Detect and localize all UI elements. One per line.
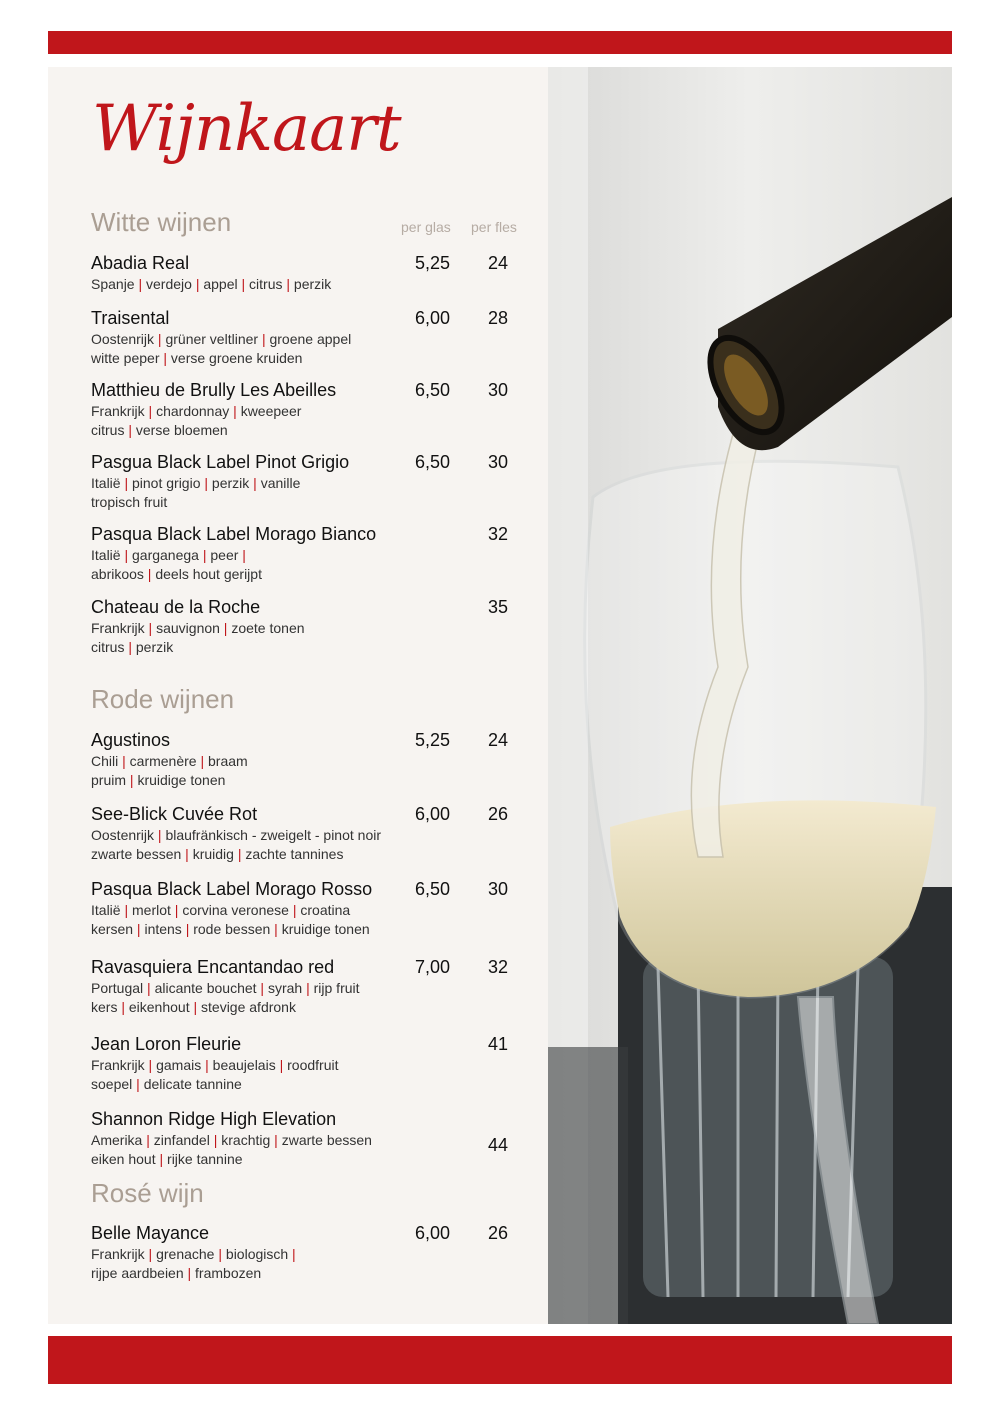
separator: | bbox=[183, 1265, 196, 1281]
separator: | bbox=[181, 846, 193, 862]
separator: | bbox=[154, 827, 166, 843]
wine-description bbox=[91, 979, 531, 997]
wine-item bbox=[91, 307, 531, 367]
wine-name: Agustinos bbox=[91, 730, 171, 750]
wine-description bbox=[91, 546, 531, 564]
wine-note: Oostenrijk bbox=[91, 827, 155, 843]
separator: | bbox=[270, 921, 282, 937]
wine-glass-illustration bbox=[548, 67, 952, 1324]
price-per-glass: 6,50 bbox=[414, 879, 450, 899]
separator: | bbox=[189, 999, 202, 1015]
column-header-glass: per glas bbox=[401, 219, 451, 235]
wine-note: perzik bbox=[135, 639, 174, 655]
separator: | bbox=[288, 1246, 296, 1262]
wine-description bbox=[91, 349, 531, 367]
separator: | bbox=[201, 1057, 213, 1073]
wine-description bbox=[91, 421, 531, 439]
wine-name: Pasqua Black Label Morago Rosso bbox=[91, 879, 373, 899]
wine-note: rijpe aardbeien bbox=[91, 1265, 184, 1281]
price-per-glass: 6,00 bbox=[414, 1223, 450, 1243]
wine-item bbox=[91, 1108, 531, 1168]
wine-note: deels hout gerijpt bbox=[155, 566, 262, 582]
wine-item bbox=[91, 1033, 531, 1093]
wine-note: kersen bbox=[91, 921, 134, 937]
wine-name: Chateau de la Roche bbox=[91, 597, 261, 617]
separator: | bbox=[144, 1246, 157, 1262]
wine-note: chardonnay bbox=[156, 403, 230, 419]
price-per-glass: 6,50 bbox=[414, 380, 450, 400]
wine-note: kruidig bbox=[192, 846, 234, 862]
section-title-rose: Rosé wijn bbox=[91, 1178, 204, 1208]
separator: | bbox=[144, 1057, 157, 1073]
separator: | bbox=[143, 566, 156, 582]
wine-item bbox=[91, 451, 531, 511]
wine-note: eiken hout bbox=[91, 1151, 156, 1167]
separator: | bbox=[144, 403, 157, 419]
separator: | bbox=[118, 753, 130, 769]
wine-note: krachtig bbox=[221, 1132, 271, 1148]
separator: | bbox=[238, 547, 246, 563]
wine-item bbox=[91, 729, 531, 789]
column-header-bottle: per fles bbox=[471, 219, 517, 235]
price-per-bottle: 26 bbox=[487, 1223, 508, 1243]
wine-note: syrah bbox=[267, 980, 303, 996]
separator: | bbox=[196, 753, 208, 769]
wine-description bbox=[91, 1056, 531, 1074]
wine-name: Traisental bbox=[91, 308, 170, 328]
price-per-bottle: 44 bbox=[487, 1135, 508, 1155]
wine-note: tropisch fruit bbox=[91, 494, 168, 510]
wine-note: kweepeer bbox=[240, 403, 302, 419]
separator: | bbox=[181, 921, 194, 937]
separator: | bbox=[120, 902, 132, 918]
wine-note: Portugal bbox=[91, 980, 144, 996]
wine-pour-photo bbox=[548, 67, 952, 1324]
wine-item bbox=[91, 803, 531, 863]
price-per-glass: 6,00 bbox=[414, 308, 450, 328]
price-per-bottle: 28 bbox=[487, 308, 508, 328]
wine-note: Frankrijk bbox=[91, 1246, 145, 1262]
separator: | bbox=[170, 902, 183, 918]
separator: | bbox=[134, 276, 147, 292]
price-per-bottle: 35 bbox=[487, 597, 508, 617]
wine-note: Oostenrijk bbox=[91, 331, 155, 347]
wine-note: groene appel bbox=[269, 331, 352, 347]
bottom-red-bar bbox=[48, 1336, 952, 1384]
wine-note: beaujelais bbox=[212, 1057, 276, 1073]
wine-description bbox=[91, 330, 531, 348]
wine-description bbox=[91, 402, 531, 420]
separator: | bbox=[233, 846, 246, 862]
wine-note: Italië bbox=[91, 475, 121, 491]
wine-description bbox=[91, 1131, 531, 1149]
wine-item bbox=[91, 596, 531, 656]
separator: | bbox=[117, 999, 129, 1015]
wine-note: Italië bbox=[91, 547, 121, 563]
wine-note: kruidige tonen bbox=[137, 772, 226, 788]
wine-note: zoete tonen bbox=[231, 620, 305, 636]
separator: | bbox=[288, 902, 301, 918]
wine-note: zachte tannines bbox=[245, 846, 344, 862]
wine-item bbox=[91, 878, 531, 938]
separator: | bbox=[209, 1132, 222, 1148]
wine-note: garganega bbox=[132, 547, 199, 563]
separator: | bbox=[154, 331, 166, 347]
price-per-bottle: 24 bbox=[487, 730, 508, 750]
wine-note: verse groene kruiden bbox=[170, 350, 303, 366]
price-per-glass: 5,25 bbox=[414, 730, 450, 750]
separator: | bbox=[124, 422, 136, 438]
wine-description bbox=[91, 845, 531, 863]
wine-item bbox=[91, 956, 531, 1016]
wine-description bbox=[91, 920, 531, 938]
wine-name: See-Blick Cuvée Rot bbox=[91, 804, 258, 824]
separator: | bbox=[198, 547, 211, 563]
separator: | bbox=[214, 1246, 226, 1262]
separator: | bbox=[143, 980, 155, 996]
wine-item bbox=[91, 1222, 531, 1282]
wine-note: grenache bbox=[156, 1246, 215, 1262]
wine-description bbox=[91, 638, 531, 656]
wine-note: roodfruit bbox=[287, 1057, 339, 1073]
price-per-glass: 6,00 bbox=[414, 804, 450, 824]
wine-note: verse bloemen bbox=[135, 422, 228, 438]
wine-note: perzik bbox=[293, 276, 332, 292]
wine-note: grüner veltliner bbox=[165, 331, 259, 347]
separator: | bbox=[275, 1057, 288, 1073]
wine-note: zwarte bessen bbox=[91, 846, 182, 862]
wine-item bbox=[91, 379, 531, 439]
wine-note: rode bessen bbox=[193, 921, 271, 937]
price-per-glass: 5,25 bbox=[414, 253, 450, 273]
wine-note: sauvignon bbox=[156, 620, 220, 636]
separator: | bbox=[191, 276, 204, 292]
wine-description bbox=[91, 826, 531, 844]
wine-note: carmenère bbox=[129, 753, 197, 769]
price-per-bottle: 26 bbox=[487, 804, 508, 824]
wine-note: citrus bbox=[91, 639, 125, 655]
wine-note: pruim bbox=[91, 772, 127, 788]
separator: | bbox=[155, 1151, 168, 1167]
wine-item bbox=[91, 523, 531, 583]
wine-note: perzik bbox=[211, 475, 250, 491]
wine-note: citrus bbox=[91, 422, 125, 438]
price-per-bottle: 30 bbox=[487, 879, 508, 899]
separator: | bbox=[120, 547, 132, 563]
wine-note: merlot bbox=[132, 902, 171, 918]
separator: | bbox=[200, 475, 212, 491]
separator: | bbox=[270, 1132, 282, 1148]
wine-note: stevige afdronk bbox=[201, 999, 296, 1015]
price-per-bottle: 32 bbox=[487, 524, 508, 544]
separator: | bbox=[132, 1076, 144, 1092]
wine-name: Pasgua Black Label Pinot Grigio bbox=[91, 452, 350, 472]
wine-note: peer bbox=[210, 547, 239, 563]
separator: | bbox=[282, 276, 294, 292]
wine-description bbox=[91, 1264, 531, 1282]
wine-name: Matthieu de Brully Les Abeilles bbox=[91, 380, 337, 400]
section-title-red: Rode wijnen bbox=[91, 684, 235, 714]
separator: | bbox=[256, 980, 268, 996]
wine-description bbox=[91, 619, 531, 637]
price-per-bottle: 24 bbox=[487, 253, 508, 273]
separator: | bbox=[133, 921, 145, 937]
price-per-glass: 7,00 bbox=[414, 957, 450, 977]
separator: | bbox=[237, 276, 250, 292]
separator: | bbox=[124, 639, 136, 655]
wine-name: Ravasquiera Encantandao red bbox=[91, 957, 335, 977]
price-per-bottle: 30 bbox=[487, 380, 508, 400]
wine-description bbox=[91, 1245, 531, 1263]
wine-note: pinot grigio bbox=[132, 475, 201, 491]
wine-note: Amerika bbox=[91, 1132, 143, 1148]
separator: | bbox=[219, 620, 232, 636]
wine-note: alicante bouchet bbox=[154, 980, 257, 996]
wine-note: kruidige tonen bbox=[281, 921, 370, 937]
wine-note: verdejo bbox=[146, 276, 192, 292]
wine-description bbox=[91, 752, 531, 770]
section-title-white: Witte wijnen bbox=[91, 207, 232, 237]
price-per-bottle: 30 bbox=[487, 452, 508, 472]
wine-name: Shannon Ridge High Elevation bbox=[91, 1109, 337, 1129]
wine-description bbox=[91, 1150, 531, 1168]
wine-note: blaufränkisch - zweigelt - pinot noir bbox=[165, 827, 381, 843]
separator: | bbox=[120, 475, 132, 491]
separator: | bbox=[229, 403, 241, 419]
separator: | bbox=[126, 772, 138, 788]
wine-note: zinfandel bbox=[153, 1132, 210, 1148]
wine-description bbox=[91, 493, 531, 511]
wine-description bbox=[91, 565, 531, 583]
wine-note: delicate tannine bbox=[143, 1076, 242, 1092]
wine-description bbox=[91, 771, 531, 789]
separator: | bbox=[144, 620, 157, 636]
separator: | bbox=[142, 1132, 154, 1148]
wine-note: soepel bbox=[91, 1076, 133, 1092]
top-red-bar bbox=[48, 31, 952, 54]
wine-note: Spanje bbox=[91, 276, 135, 292]
wine-note: corvina veronese bbox=[182, 902, 289, 918]
separator: | bbox=[258, 331, 270, 347]
wine-name: Jean Loron Fleurie bbox=[91, 1034, 242, 1054]
wine-note: citrus bbox=[249, 276, 283, 292]
separator: | bbox=[302, 980, 314, 996]
wine-note: biologisch bbox=[225, 1246, 289, 1262]
wine-name: Belle Mayance bbox=[91, 1223, 210, 1243]
separator: | bbox=[159, 350, 171, 366]
wine-note: Frankrijk bbox=[91, 1057, 145, 1073]
wine-note: kers bbox=[91, 999, 118, 1015]
wine-description bbox=[91, 275, 531, 293]
wine-note: Chili bbox=[91, 753, 119, 769]
wine-note: frambozen bbox=[195, 1265, 262, 1281]
wine-note: vanille bbox=[260, 475, 301, 491]
wine-name: Abadia Real bbox=[91, 253, 190, 273]
wine-note: braam bbox=[208, 753, 248, 769]
wine-note: zwarte bessen bbox=[281, 1132, 372, 1148]
wine-description bbox=[91, 474, 531, 492]
wine-note: gamais bbox=[156, 1057, 202, 1073]
price-per-glass: 6,50 bbox=[414, 452, 450, 472]
wine-description bbox=[91, 901, 531, 919]
wine-note: witte peper bbox=[91, 350, 160, 366]
wine-description bbox=[91, 1075, 531, 1093]
wine-note: appel bbox=[203, 276, 238, 292]
wine-note: rijp fruit bbox=[313, 980, 360, 996]
wine-note: intens bbox=[144, 921, 182, 937]
wine-note: Frankrijk bbox=[91, 620, 145, 636]
wine-note: Italië bbox=[91, 902, 121, 918]
wine-note: eikenhout bbox=[128, 999, 190, 1015]
wine-name: Pasqua Black Label Morago Bianco bbox=[91, 524, 377, 544]
wine-note: Frankrijk bbox=[91, 403, 145, 419]
wine-item bbox=[91, 252, 531, 293]
wine-description bbox=[91, 998, 531, 1016]
price-per-bottle: 32 bbox=[487, 957, 508, 977]
separator: | bbox=[249, 475, 261, 491]
menu-title: Wijnkaart bbox=[92, 92, 401, 166]
wine-note: croatina bbox=[300, 902, 351, 918]
wine-note: abrikoos bbox=[91, 566, 144, 582]
price-per-bottle: 41 bbox=[487, 1034, 508, 1054]
wine-note: rijke tannine bbox=[167, 1151, 243, 1167]
